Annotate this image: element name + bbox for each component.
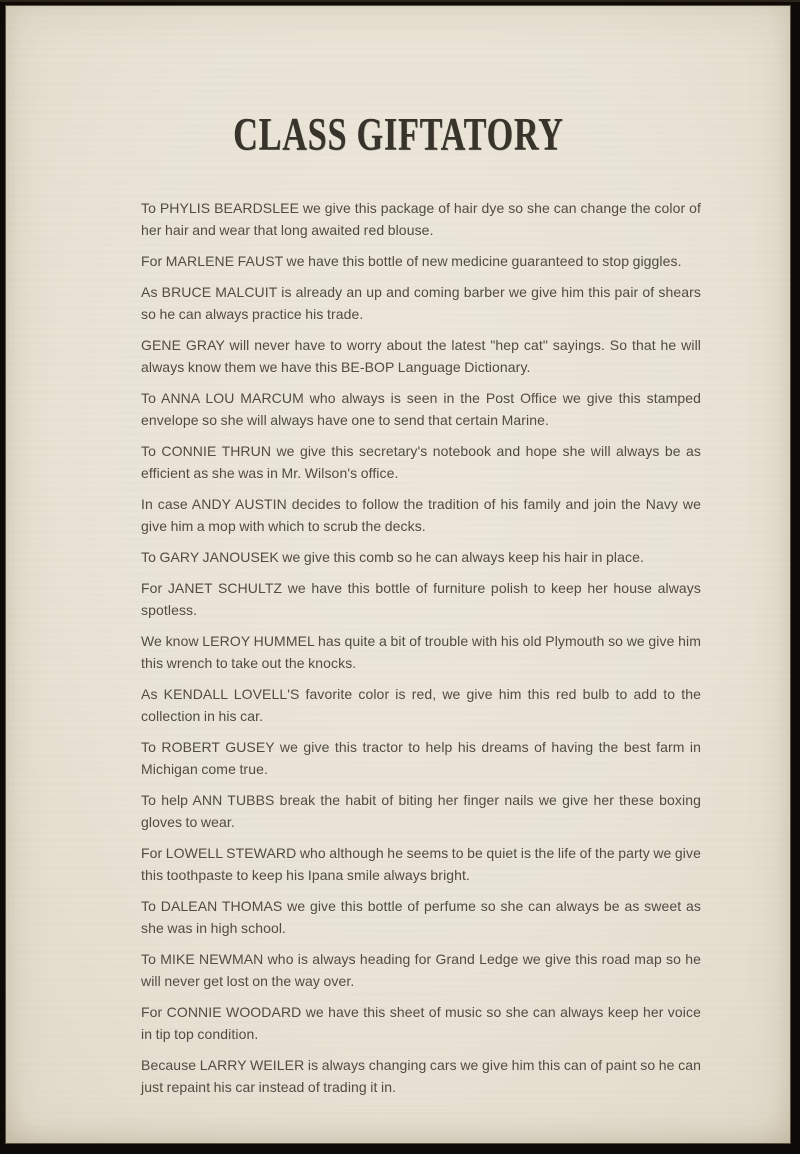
page-title: CLASS GIFTATORY: [232, 107, 564, 160]
giftatory-entry: To PHYLIS BEARDSLEE we give this package of hair dye so she can change the color of her hair and wear that long awaited red blouse.: [141, 200, 701, 238]
giftatory-entry: Because LARRY WEILER is always changing cars we give him this can of paint so he can just repaint his car instead of trading it in.: [141, 1057, 701, 1095]
giftatory-entry: For MARLENE FAUST we have this bottle of new medicine guaranteed to stop giggles.: [141, 253, 682, 269]
giftatory-entry: As KENDALL LOVELL'S favorite color is red, we give him this red bulb to add to the collection in his car.: [141, 686, 701, 724]
giftatory-entry: For JANET SCHULTZ we have this bottle of furniture polish to keep her house always spotless.: [141, 580, 701, 618]
giftatory-entry: We know LEROY HUMMEL has quite a bit of trouble with his old Plymouth so we give him this wrench to take out the knocks.: [141, 633, 701, 671]
giftatory-entry: For LOWELL STEWARD who although he seems to be quiet is the life of the party we give this toothpaste to keep his Ipana smile always bright.: [141, 845, 702, 883]
giftatory-entry: To GARY JANOUSEK we give this comb so he can always keep his hair in place.: [141, 549, 644, 565]
giftatory-entry: GENE GRAY will never have to worry about the latest "hep cat" sayings. So that he will always know them we have this BE-BOP Language Dictionary.: [141, 337, 701, 375]
giftatory-entry: For CONNIE WOODARD we have this sheet of music so she can always keep her voice in tip top condition.: [141, 1004, 701, 1042]
giftatory-entry: To CONNIE THRUN we give this secretary's notebook and hope she will always be as efficient as she was in Mr. Wilson's office.: [141, 443, 701, 481]
giftatory-entry: To ROBERT GUSEY we give this tractor to help his dreams of having the best farm in Michigan come true.: [141, 739, 701, 777]
giftatory-entry: In case ANDY AUSTIN decides to follow the tradition of his family and join the Navy we give him a mop with which to scrub the decks.: [141, 496, 701, 534]
giftatory-entry: To DALEAN THOMAS we give this bottle of perfume so she can always be as sweet as she was in high school.: [141, 898, 701, 936]
giftatory-entry: To MIKE NEWMAN who is always heading for Grand Ledge we give this road map so he will never get lost on the way over.: [141, 951, 701, 989]
giftatory-entry: To help ANN TUBBS break the habit of biting her finger nails we give her these boxing gloves to wear.: [141, 792, 701, 830]
title-area: [6, 6, 790, 160]
giftatory-text-block: [141, 197, 701, 1098]
yearbook-page: [6, 6, 790, 1143]
giftatory-entry: To ANNA LOU MARCUM who always is seen in the Post Office we give this stamped envelope so she will always have one to send that certain Marine.: [141, 390, 701, 428]
giftatory-entry: As BRUCE MALCUIT is already an up and coming barber we give him this pair of shears so he can always practice his trade.: [141, 284, 701, 322]
